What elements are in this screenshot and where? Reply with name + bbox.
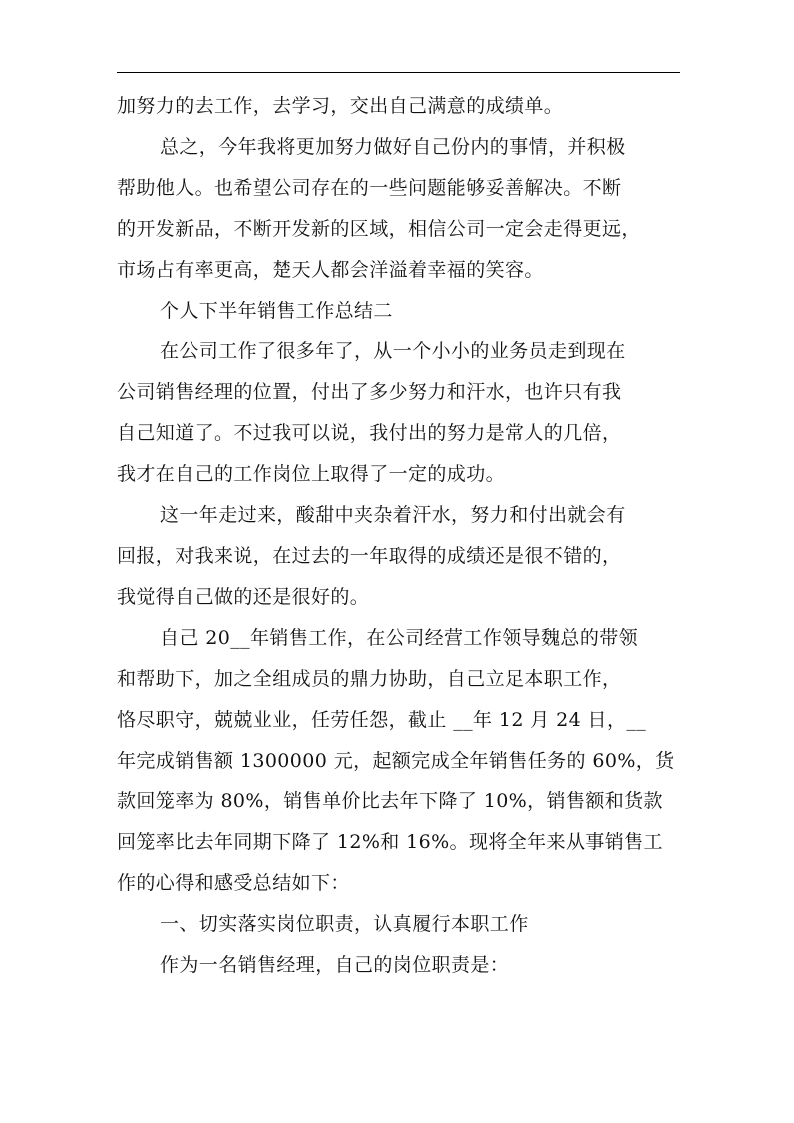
text-line: 年完成销售额 1300000 元，起额完成全年销售任务的 60%，货: [117, 749, 675, 772]
text-line: 和帮助下，加之全组成员的鼎力协助，自己立足本职工作，: [117, 667, 622, 690]
text-line: 帮助他人。也希望公司存在的一些问题能够妥善解决。不断: [117, 176, 622, 199]
text-line: 恪尽职守，兢兢业业，任劳任怨，截止 __年 12 月 24 日，__: [117, 708, 647, 731]
text-line: 款回笼率为 80%，销售单价比去年下降了 10%，销售额和货款: [117, 790, 663, 813]
text-line: 这一年走过来，酸甜中夹杂着汗水，努力和付出就会有: [160, 504, 626, 527]
section-heading: 个人下半年销售工作总结二: [160, 299, 393, 322]
text-line: 市场占有率更高，楚天人都会洋溢着幸福的笑容。: [117, 258, 544, 281]
text-line: 我觉得自己做的还是很好的。: [117, 585, 370, 608]
text-line: 的开发新品，不断开发新的区域，相信公司一定会走得更远，: [117, 217, 641, 240]
text-line: 作的心得和感受总结如下：: [117, 872, 350, 895]
text-line: 总之，今年我将更加努力做好自己份内的事情，并积极: [160, 135, 626, 158]
text-line: 在公司工作了很多年了，从一个小小的业务员走到现在: [160, 340, 626, 363]
text-line: 回笼率比去年同期下降了 12%和 16%。现将全年来从事销售工: [117, 831, 663, 854]
text-line: 回报，对我来说，在过去的一年取得的成绩还是很不错的，: [117, 544, 622, 567]
text-line: 作为一名销售经理，自己的岗位职责是：: [160, 954, 510, 977]
header-rule: [117, 72, 680, 73]
document-body: [117, 86, 680, 986]
text-line: 自己 20__年销售工作，在公司经营工作领导魏总的带领: [160, 626, 639, 649]
text-line: 公司销售经理的位置，付出了多少努力和汗水，也许只有我: [117, 381, 622, 404]
text-line: 我才在自己的工作岗位上取得了一定的成功。: [117, 463, 506, 486]
section-heading: 一、切实落实岗位职责，认真履行本职工作: [160, 913, 529, 936]
text-line: 自己知道了。不过我可以说，我付出的努力是常人的几倍，: [117, 422, 622, 445]
text-line: 加努力的去工作，去学习，交出自己满意的成绩单。: [117, 95, 564, 117]
